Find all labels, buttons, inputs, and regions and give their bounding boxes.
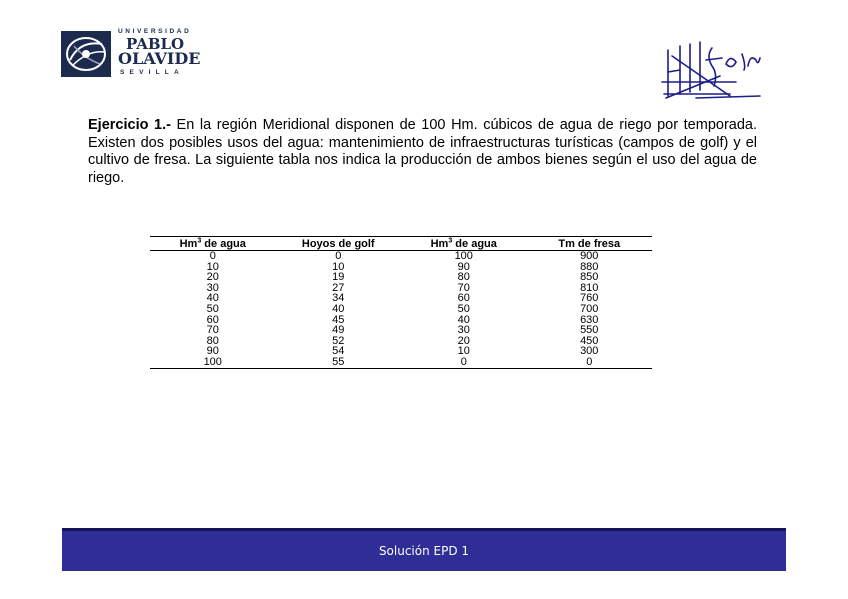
table-cell: 30 bbox=[457, 324, 470, 337]
table-cell: 19 bbox=[332, 271, 345, 284]
footer-title: Solución EPD 1 bbox=[378, 544, 470, 558]
table-row bbox=[150, 315, 652, 326]
table-cell: 630 bbox=[580, 313, 599, 326]
exercise-statement bbox=[88, 117, 757, 187]
table-cell: 27 bbox=[332, 281, 345, 294]
table-cell: 450 bbox=[580, 334, 599, 347]
table-cell: 40 bbox=[206, 292, 219, 305]
table-cell: 52 bbox=[332, 334, 345, 347]
table-cell: 30 bbox=[206, 281, 219, 294]
table-cell: 10 bbox=[457, 345, 470, 358]
table-cell: 70 bbox=[457, 281, 470, 294]
table-cell: 50 bbox=[206, 302, 219, 315]
table-cell: 20 bbox=[457, 334, 470, 347]
header-water-strawberry: Hm$^3$ de agua bbox=[401, 237, 527, 251]
university-name-line2: OLAVIDE bbox=[118, 49, 201, 68]
header-golf-holes: Hoyos de golf bbox=[276, 237, 402, 251]
table-row bbox=[150, 272, 652, 283]
table-cell: 70 bbox=[206, 324, 219, 337]
table-cell: 550 bbox=[580, 324, 599, 337]
table-cell: 0 bbox=[527, 357, 653, 368]
table-row bbox=[150, 325, 652, 336]
table-row bbox=[150, 283, 652, 294]
header-water-golf: Hm$^3$ de agua bbox=[150, 237, 276, 251]
table-row bbox=[150, 251, 652, 262]
table-cell: 0 bbox=[209, 250, 216, 262]
table-cell: 700 bbox=[580, 302, 599, 315]
table-cell: 45 bbox=[332, 313, 345, 326]
table-cell: 80 bbox=[457, 271, 470, 284]
university-logo bbox=[60, 28, 200, 80]
table-cell: 850 bbox=[580, 271, 599, 284]
table-header-row bbox=[150, 237, 652, 251]
university-seal-icon bbox=[60, 30, 112, 78]
table-row bbox=[150, 262, 652, 273]
table-cell: 900 bbox=[580, 250, 599, 262]
table-cell: 880 bbox=[580, 260, 599, 273]
table-row bbox=[150, 304, 652, 315]
university-word: UNIVERSIDAD bbox=[118, 28, 192, 35]
table-cell: 760 bbox=[580, 292, 599, 305]
table-cell: 80 bbox=[206, 334, 219, 347]
table-row bbox=[150, 293, 652, 304]
table-row bbox=[150, 357, 652, 368]
table-cell: 34 bbox=[332, 292, 345, 305]
table-cell: 40 bbox=[332, 302, 345, 315]
exercise-label: Ejercicio 1.- bbox=[88, 117, 171, 133]
footer-band bbox=[62, 528, 786, 571]
table-cell: 54 bbox=[332, 345, 345, 358]
university-name-line1: PABLO bbox=[126, 35, 185, 53]
table-row bbox=[150, 336, 652, 347]
table-cell: 60 bbox=[206, 313, 219, 326]
hilton-signature-icon bbox=[660, 36, 778, 102]
exercise-text: En la región Meridional disponen de 100 Hm. cúbicos de agua de riego por temporada. Existen dos posibles usos del agua: mantenimiento de infraestructuras turísticas (campos de golf) y el cultivo de fresa. La siguiente tabla nos indica la producción de ambos bienes según el uso del agua de riego. bbox=[88, 117, 757, 186]
table-cell: 60 bbox=[457, 292, 470, 305]
table-cell: 0 bbox=[335, 250, 342, 262]
table-cell: 49 bbox=[332, 324, 345, 337]
table-cell: 55 bbox=[276, 357, 402, 368]
university-city: SEVILLA bbox=[120, 69, 184, 76]
table-cell: 100 bbox=[150, 357, 276, 368]
table-cell: 810 bbox=[580, 281, 599, 294]
table-cell: 90 bbox=[457, 260, 470, 273]
table-cell: 10 bbox=[332, 260, 345, 273]
table-cell: 90 bbox=[206, 345, 219, 358]
production-table bbox=[150, 236, 652, 369]
table-cell: 100 bbox=[454, 250, 473, 262]
header-strawberry-tons: Tm de fresa bbox=[527, 237, 653, 251]
table-cell: 0 bbox=[401, 357, 527, 368]
table-cell: 10 bbox=[206, 260, 219, 273]
table-cell: 300 bbox=[580, 345, 599, 358]
table-row bbox=[150, 346, 652, 357]
table-cell: 40 bbox=[457, 313, 470, 326]
table-cell: 50 bbox=[457, 302, 470, 315]
table-cell: 20 bbox=[206, 271, 219, 284]
